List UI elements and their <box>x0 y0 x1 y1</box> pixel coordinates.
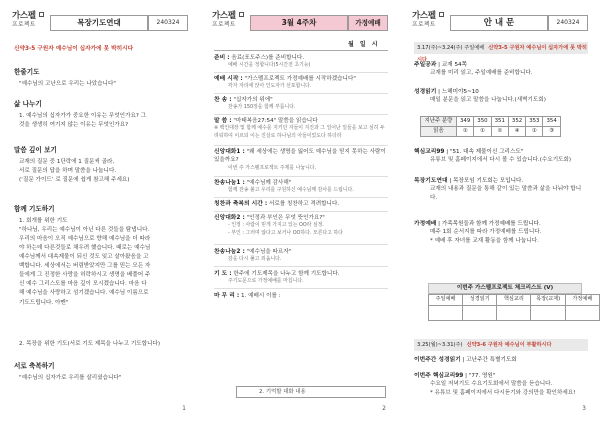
page-1-title: 목장기도연대 <box>50 15 148 31</box>
logo-square-icon <box>239 12 244 17</box>
notice-row-group-prayer: 목장기도연대 | 목장모임 기도회는 모입니다. 교재의 내용과 질문을 통해 같이 있는 말씀과 삶을 나눠야 합니다. <box>414 178 582 201</box>
section-group-prayer: 2. 목장을 위한 기도(서로 기도 제목을 나누고 기도합니다) <box>19 341 161 347</box>
next-week-strip: 3.25(월)~3.31(주) 신약3-6 구원자 예수님이 부활하시다 <box>414 339 588 351</box>
gospel-project-logo: 가스펠 프로젝트 <box>12 12 46 34</box>
worship-row-closing: 마 무 리 : 1. 예배시 이를 : <box>214 293 281 299</box>
page-1 <box>0 0 200 424</box>
worship-row-hymn: 찬 송 : "십자가의 위에" 찬송가 150장을 함께 부릅니다. <box>214 97 296 111</box>
checkbox-family[interactable] <box>565 306 599 321</box>
worship-row-praise: 칭찬과 축복의 시간 : 서로를 칭찬하고 격려합니다. <box>214 201 340 207</box>
section-bless-each-other: 서로 축복하기 "예수님의 십자가로 우리를 살리셨습니다" <box>14 362 122 381</box>
checkbox-group[interactable] <box>531 306 565 321</box>
logo-square-icon <box>439 12 444 17</box>
page-3-header <box>412 12 588 34</box>
section-one-line-prayer: 한줄기도 "예수님의 고난으로 우리는 나았습니다" <box>14 68 116 87</box>
worship-row-prayer: 기 도 : 한주에 기도제목을 나누고 함께 기도합니다. 주기도문으로 가정예배를 마칩니다. <box>214 271 340 285</box>
checkbox-doctrine[interactable] <box>497 306 531 321</box>
page-2-week: 3월 4주차 <box>250 15 348 31</box>
row-divider <box>214 288 388 289</box>
worship-row-talk-1: 신앙대화1 : "왜 세상에는 생명을 잃어도 예수님을 믿지 못하는 사람이 있을까요? 이번 주 가스펠프로젝트 주제를 나눕니다. <box>214 149 386 171</box>
row-divider <box>214 145 388 146</box>
gospel-project-logo: 가스펠 프로젝트 <box>412 12 446 34</box>
page-2-title: 가정예배 <box>348 15 388 31</box>
notice-row-doctrine: 핵심교리99 | "51. 대속 제물이신 그리스도" 유튜브 및 홈페이지에서 다시 볼 수 있습니다.(수요기도회) <box>414 149 572 164</box>
page-number: 2 <box>382 405 386 413</box>
page-1-header <box>12 12 188 34</box>
section-pray-together: 함께 기도하기 1. 회개를 위한 기도 "하나님, 우리는 예수님이 아닌 다른 것들을 탐냅니다. 우리의 마음이 오직 예수님으로 향해 예수님을 더 따라 야 하는데 다른것들로 채우려 했습니다. 때로는 예수님 예수님께서 대속제물이 되신 것도 잊고 살아왔음을 고 백합니다. 세상에서는 버림받았지만 그를 믿는 모든 자 들에게 그 진정한 사랑을 허락하시고 생명을 베풀어 주 신 예수 그리스도를 마음 깊이 모시겠습니다. 마음 다 해 예수님을 사랑하고 섬기겠습니다. 예수님 이름으로 기도드립니다. 아멘" <box>14 205 151 306</box>
checklist-title: 이번주 가스펠프로젝트 체크리스트 (V) <box>428 283 582 294</box>
notice-row-next-bible: 이번주간 성경읽기 | 고난주간 특별기도회 <box>414 357 517 363</box>
row-divider <box>214 176 388 177</box>
row-divider <box>214 197 388 198</box>
worship-row-talk-2: 신앙대화2 : "인정과 부인은 무엇 뜻인가요?" - 인정 : 사람이 믿게 가지고 있는 OO라 심정. - 부인 : 그러며 않다고 보거나 OO하다. 모른다고 하다 <box>214 215 343 236</box>
page-1-lesson-title: 신약3-5 구원자 예수님이 십자가에 못 박히시다 <box>14 46 134 52</box>
section-sharing-life: 삶 나누기 1. 예수님의 십자가가 중요한 이유는 무엇인가요? 그 것을 생생히 여기지 않는 이유는 무엇인가요? <box>14 100 147 128</box>
worship-row-start: 예배 시작 : "가스펠프로젝트 가정예배를 시작하겠습니다" 각자 자리에 앉아 인도자가 선포합니다. <box>214 76 356 90</box>
page-3-title: 안 내 문 <box>450 15 548 31</box>
page-2-header <box>212 12 388 34</box>
checkbox-bible[interactable] <box>463 306 497 321</box>
row-divider <box>214 211 388 212</box>
bible-reading-table: 지난주 분량 349 350 351 352 353 354 읽음 ① ① ① ④ ① ③ <box>420 116 561 137</box>
page-1-date: 240324 <box>148 15 188 31</box>
row-divider <box>214 72 388 73</box>
worship-row-prepare: 준비 : 음료(포도주스)를 준비합니다. 예배 시간을 정합니다(5시간전 초기능) <box>214 55 311 69</box>
section-deep-look: 말씀 깊이 보기 교재의 질문 중 1단락에 1 질문씩 골라, 서로 질문의 답을 하며 말씀을 나눕니다. (‘질문 가이드’ 로 질문에 쉽게 참고해 주세요) <box>14 146 130 183</box>
month-day-time-label: 월 일 시 <box>348 41 380 48</box>
row-divider <box>214 244 388 245</box>
worship-row-scripture: 말 씀 : "마태복음27:54" 말씀을 읽습니다 ※ 백인대장 및 함께 예수를 지키던 자들이 지진과 그 일어난 일들을 보고 심히 두려워하여 이르되 이는 진실로 하나님의 아들이었도다 하더라 <box>214 118 385 139</box>
this-week-strip: 3.17(주)~3.24(주) 주일예배 신약3-5 구원자 예수님이 십자가에 못 박히시다 <box>414 42 588 54</box>
worship-row-song-1: 찬송나눔1 : "예수님께 감사해" 함께 찬송 불고 우리를 구원하신 예수님께 감사를 드립니다. <box>214 180 354 194</box>
checkbox-worship[interactable] <box>429 306 463 321</box>
page-2 <box>200 0 400 424</box>
notice-row-family-worship: 가정예배 | 가족목원들과 함께 가정예배를 드립니다. 매주 1회 순서지를 따라 가정예배를 드립니다. * 예배 후 자녀를 교재 활동을 함께 나눕니다. <box>414 221 542 244</box>
row-divider <box>214 114 388 115</box>
page-3 <box>400 0 600 424</box>
notice-row-next-doctrine: 이번주 핵심교리99 | "77. 영원" 수요일 저녁기도 수요기도회에서 말씀을 듣습니다. * 유튜브 및 홈페이지에서 다시듣기와 강의만을 확인하세요! <box>414 373 576 396</box>
notice-row-bible-reading: 성경읽기 | 느헤미야5~10 매일 분문을 읽고 말씀을 나눕니다.(새벽기도회) <box>414 89 546 104</box>
row-divider <box>214 266 388 267</box>
memo-box[interactable]: 2. 기억할 대화 내용 <box>236 386 386 398</box>
worship-row-song-2: 찬송나눔2 : "예수님을 따르자" 감을 다시 풀고 외웁니다. <box>214 249 292 263</box>
page-3-date: 240324 <box>548 15 588 31</box>
row-divider <box>214 93 388 94</box>
page-number: 3 <box>582 405 586 413</box>
logo-square-icon <box>39 12 44 17</box>
gospel-project-logo: 가스펠 프로젝트 <box>212 12 246 34</box>
page-number: 1 <box>182 405 186 413</box>
header-rule <box>214 50 388 51</box>
checklist-table: 주일예배 성경읽기 핵심교리 목장(교재) 가정예배 <box>428 294 600 321</box>
notice-row-lesson: 주일공과 | 교재 54쪽 교재를 미리 읽고, 주일예배를 준비합니다. <box>414 62 533 77</box>
